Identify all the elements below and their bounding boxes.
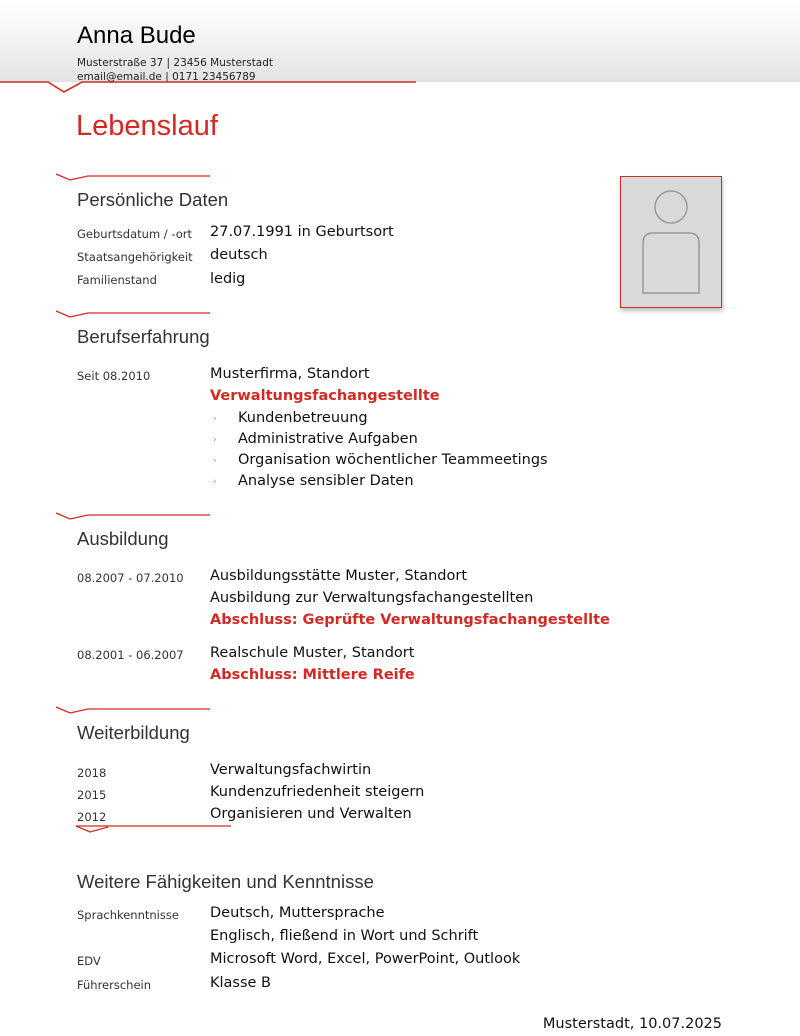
section-divider	[56, 705, 216, 719]
section-title-experience: Berufserfahrung	[77, 326, 210, 347]
education-institution: Realschule Muster, Standort	[210, 645, 415, 661]
section-divider	[56, 822, 236, 836]
value-marital-status: ledig	[210, 271, 246, 287]
experience-position: Verwaltungsfachangestellte	[210, 388, 440, 404]
language-item: Deutsch, Muttersprache	[210, 905, 385, 921]
value-it: Microsoft Word, Excel, PowerPoint, Outlook	[210, 951, 521, 967]
experience-date: Seit 08.2010	[77, 369, 151, 383]
training-item: Verwaltungsfachwirtin	[210, 762, 372, 778]
section-title-personal: Persönliche Daten	[77, 189, 229, 210]
education-degree: Abschluss: Geprüfte Verwaltungsfachangestellte	[210, 612, 610, 628]
training-year: 2012	[77, 810, 107, 824]
section-divider	[56, 309, 216, 323]
section-title-skills: Weitere Fähigkeiten und Kenntnisse	[77, 871, 374, 892]
education-institution: Ausbildungsstätte Muster, Standort	[210, 568, 468, 584]
section-title-training: Weiterbildung	[77, 722, 190, 743]
experience-company: Musterfirma, Standort	[210, 366, 370, 382]
label-nationality: Staatsangehörigkeit	[77, 250, 193, 264]
chevron-right-icon: ›	[213, 456, 217, 466]
photo-placeholder	[620, 176, 722, 308]
education-degree: Abschluss: Mittlere Reife	[210, 667, 415, 683]
label-marital-status: Familienstand	[77, 273, 157, 287]
label-it: EDV	[77, 954, 101, 968]
task-item: Kundenbetreuung	[238, 410, 368, 426]
applicant-name: Anna Bude	[77, 22, 196, 49]
education-date: 08.2001 - 06.2007	[77, 648, 184, 662]
place-date: Musterstadt, 10.07.2025	[542, 1016, 722, 1032]
language-item: Englisch, fließend in Wort und Schrift	[210, 928, 479, 944]
header-divider	[0, 76, 420, 96]
chevron-right-icon: ›	[213, 435, 217, 445]
chevron-right-icon: ›	[213, 414, 217, 424]
training-year: 2018	[77, 766, 107, 780]
value-birth: 27.07.1991 in Geburtsort	[210, 224, 394, 240]
person-icon	[621, 177, 721, 307]
section-title-education: Ausbildung	[77, 528, 169, 549]
value-nationality: deutsch	[210, 247, 268, 263]
training-year: 2015	[77, 788, 107, 802]
label-birth: Geburtsdatum / -ort	[77, 227, 192, 241]
education-date: 08.2007 - 07.2010	[77, 571, 184, 585]
task-item: Organisation wöchentlicher Teammeetings	[238, 452, 548, 468]
training-item: Organisieren und Verwalten	[210, 806, 412, 822]
section-divider	[56, 511, 216, 525]
training-item: Kundenzufriedenheit steigern	[210, 784, 425, 800]
label-languages: Sprachkenntnisse	[77, 908, 179, 922]
document-title: Lebenslauf	[76, 110, 218, 142]
task-item: Analyse sensibler Daten	[238, 473, 414, 489]
address-line: Musterstraße 37 | 23456 Musterstadt	[77, 57, 274, 69]
education-detail: Ausbildung zur Verwaltungsfachangestellten	[210, 590, 534, 606]
section-divider	[56, 172, 216, 186]
chevron-right-icon: ›	[213, 477, 217, 487]
contact-line: email@email.de | 0171 23456789	[77, 71, 256, 83]
task-item: Administrative Aufgaben	[238, 431, 418, 447]
label-license: Führerschein	[77, 978, 152, 992]
value-license: Klasse B	[210, 975, 272, 991]
